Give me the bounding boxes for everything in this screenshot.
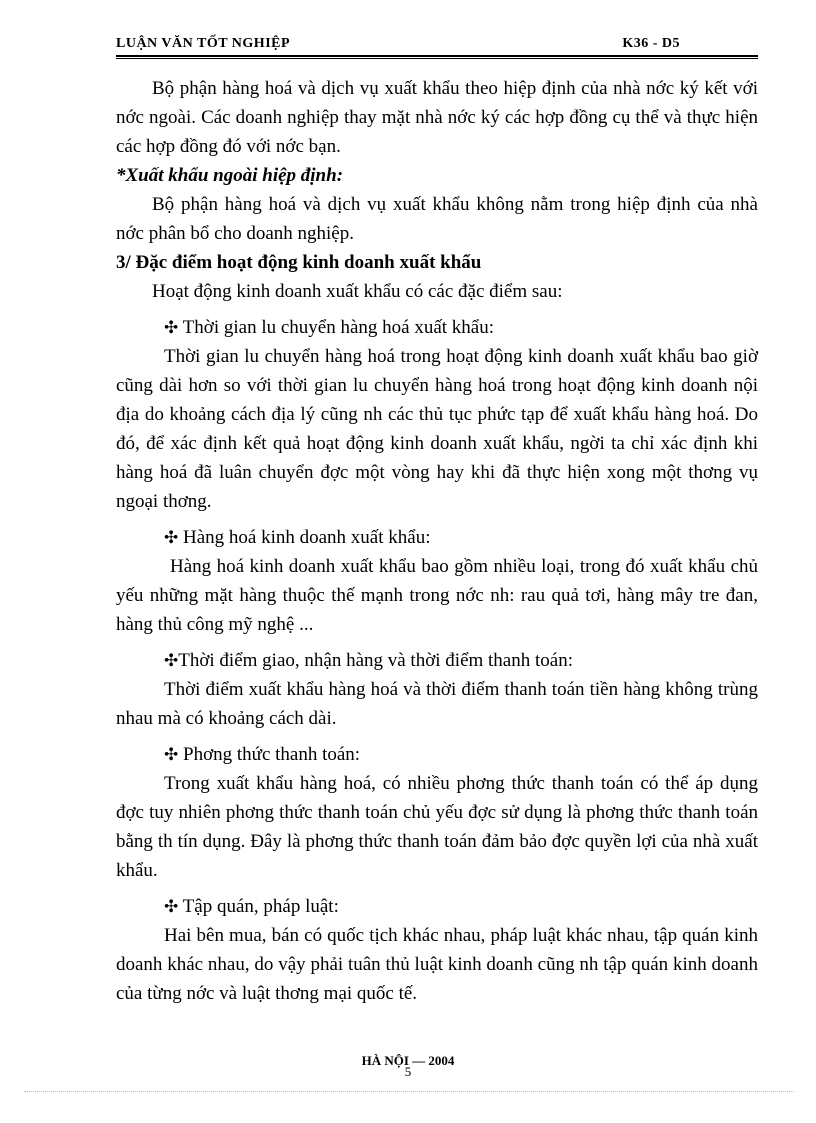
bullet-item xyxy=(116,313,758,342)
paragraph: Bộ phận hàng hoá và dịch vụ xuất khẩu không nằm trong hiệp định của nhà nớc phân bổ cho doanh nghiệp. xyxy=(116,194,758,244)
bullet-text: Hàng hoá kinh doanh xuất khẩu: xyxy=(183,527,431,548)
paragraph: Trong xuất khẩu hàng hoá, có nhiều phơng thức thanh toán có thể áp dụng đợc tuy nhiên phơng thức thanh toán chủ yếu đợc sử dụng là phơng thức thanh toán bằng th tín dụng. Đây là phơng thức thanh toán đảm bảo đợc quyền lợi của nhà xuất khẩu. xyxy=(116,773,758,881)
paragraph: Hai bên mua, bán có quốc tịch khác nhau, pháp luật khác nhau, tập quán kinh doanh khác nhau, do vậy phải tuân thủ luật kinh doanh cũng nh tập quán kinh doanh của từng nớc và luật thơng mại quốc tế. xyxy=(116,925,758,1004)
subheading: *Xuất khẩu ngoài hiệp định: xyxy=(116,165,344,186)
page-body xyxy=(116,74,758,1008)
running-header xyxy=(116,36,758,54)
bullet-text: Thời gian lu chuyển hàng hoá xuất khẩu: xyxy=(182,317,495,338)
paragraph: Bộ phận hàng hoá và dịch vụ xuất khẩu theo hiệp định của nhà nớc ký kết với nớc ngoài. Các doanh nghiệp thay mặt nhà nớc ký các hợp đồng cụ thể và thực hiện các hợp đồng đó với nớc bạn. xyxy=(116,78,758,157)
bullet-item xyxy=(116,892,758,921)
paragraph: Hàng hoá kinh doanh xuất khẩu bao gồm nhiều loại, trong đó xuất khẩu chủ yếu những mặt hàng thuộc thế mạnh trong nớc nh: rau quả tơi, hàng mây tre đan, hàng thủ công mỹ nghệ ... xyxy=(116,556,758,635)
bullet-text: Tập quán, pháp luật: xyxy=(182,896,339,917)
page-bottom-border xyxy=(24,1091,794,1092)
club-bullet-icon: ✣ xyxy=(164,745,179,764)
bullet-item xyxy=(116,740,758,769)
bullet-text: Phơng thức thanh toán: xyxy=(183,744,361,765)
paragraph: Thời gian lu chuyển hàng hoá trong hoạt động kinh doanh xuất khẩu bao giờ cũng dài hơn so với thời gian lu chuyển hàng hoá trong hoạt động kinh doanh nội địa do khoảng cách địa lý cũng nh các thủ tục phức tạp để xuất khẩu hàng hoá. Do đó, để xác định kết quả hoạt động kinh doanh xuất khẩu, ngời ta chỉ xác định khi hàng hoá đã luân chuyển đợc một vòng hay khi đã thực hiện xong một thơng vụ ngoại thơng. xyxy=(116,346,758,512)
club-bullet-icon: ✣ xyxy=(164,651,179,670)
header-rule-thick xyxy=(116,55,758,57)
page-number: 5 xyxy=(404,1064,412,1079)
header-rule-thin xyxy=(116,58,758,59)
club-bullet-icon: ✣ xyxy=(164,318,179,337)
footer-location-year: HÀ NỘI — 2004 xyxy=(361,1053,455,1068)
paragraph: Thời điểm xuất khẩu hàng hoá và thời điểm thanh toán tiền hàng không trùng nhau mà có khoảng cách dài. xyxy=(116,679,758,729)
header-class-code: K36 - D5 xyxy=(622,36,680,51)
header-title: LUẬN VĂN TỐT NGHIỆP xyxy=(116,36,291,51)
bullet-item xyxy=(116,523,758,552)
bullet-item xyxy=(116,646,758,675)
bullet-text: Thời điểm giao, nhận hàng và thời điểm thanh toán: xyxy=(178,650,573,671)
paragraph: Hoạt động kinh doanh xuất khẩu có các đặc điểm sau: xyxy=(152,281,563,302)
club-bullet-icon: ✣ xyxy=(164,897,179,916)
section-heading: 3/ Đặc điểm hoạt động kinh doanh xuất khẩu xyxy=(116,252,482,273)
club-bullet-icon: ✣ xyxy=(164,528,179,547)
